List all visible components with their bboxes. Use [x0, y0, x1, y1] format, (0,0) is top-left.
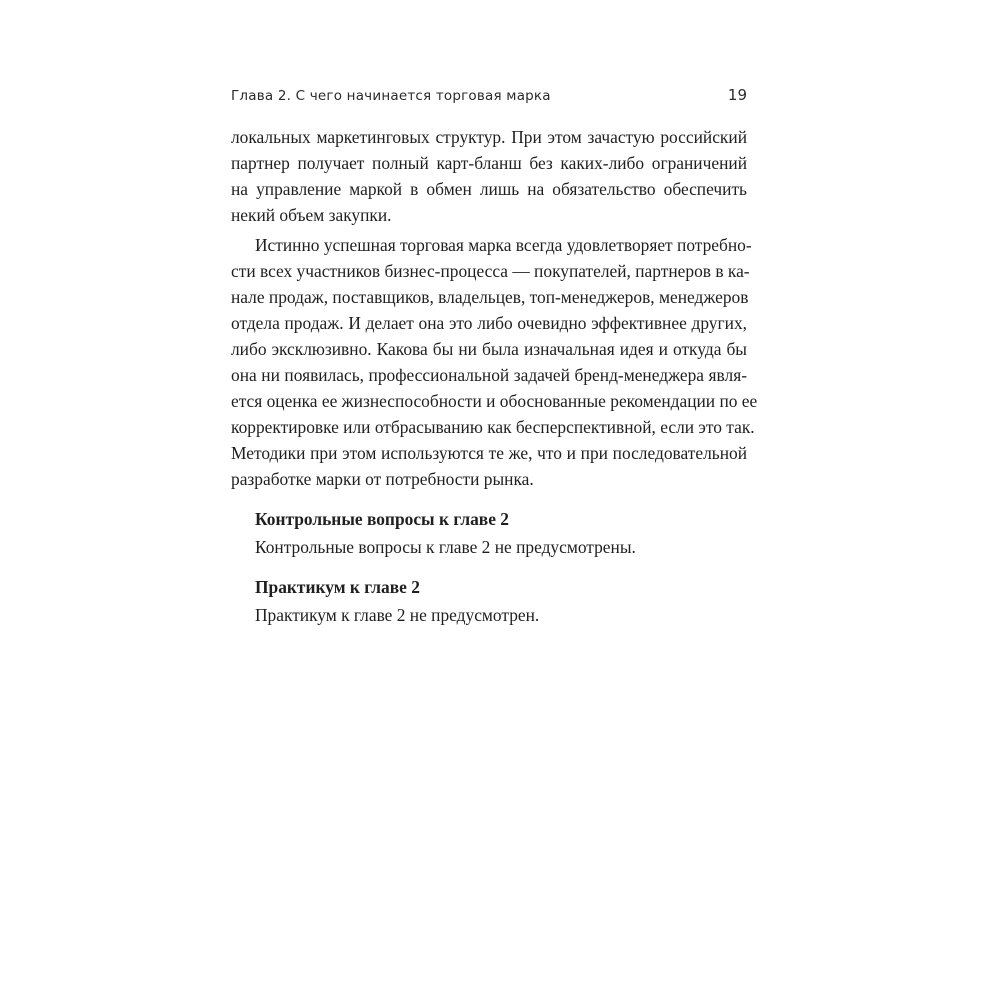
text-line: нале продаж, поставщиков, владельцев, топ-менеджеров, менеджеров: [231, 287, 749, 307]
paragraph-continuation: [231, 124, 747, 228]
text-line: на управление маркой в обмен лишь на обязательство обеспечить: [231, 179, 747, 199]
text-line: либо эксклюзивно. Какова бы ни была изначальная идея и откуда бы: [231, 339, 747, 359]
text-line: некий объем закупки.: [231, 205, 392, 225]
section-heading: Контрольные вопросы к главе 2: [255, 509, 509, 529]
running-header: [231, 86, 747, 108]
text-line: партнер получает полный карт-бланш без каких-либо ограничений: [231, 153, 747, 173]
section-text: Практикум к главе 2 не предусмотрен.: [255, 605, 540, 625]
section-text: Контрольные вопросы к главе 2 не предусмотрены.: [255, 537, 636, 557]
section-heading: Практикум к главе 2: [255, 577, 420, 597]
running-title: Глава 2. С чего начинается торговая марка: [231, 88, 551, 104]
text-line: она ни появилась, профессиональной задачей бренд-менеджера явля-: [231, 365, 747, 385]
text-line: корректировке или отбрасыванию как бесперспективной, если это так.: [231, 417, 755, 437]
text-line: Методики при этом используются те же, что и при последовательной: [231, 443, 747, 463]
page-number: 19: [727, 86, 747, 104]
text-line: отдела продаж. И делает она это либо очевидно эффективнее других,: [231, 313, 747, 333]
body-text: [231, 124, 758, 628]
section-control-questions: [231, 506, 747, 560]
text-line: локальных маркетинговых структур. При этом зачастую российский: [231, 127, 747, 147]
paragraph-successful-brand: [231, 232, 758, 492]
text-line: сти всех участников бизнес-процесса — покупателей, партнеров в ка-: [231, 261, 750, 281]
text-line: Истинно успешная торговая марка всегда удовлетворяет потребно-: [255, 235, 752, 255]
text-line: ется оценка ее жизнеспособности и обоснованные рекомендации по ее: [231, 391, 758, 411]
section-workshop: [231, 574, 747, 628]
text-line: разработке марки от потребности рынка.: [231, 469, 534, 489]
